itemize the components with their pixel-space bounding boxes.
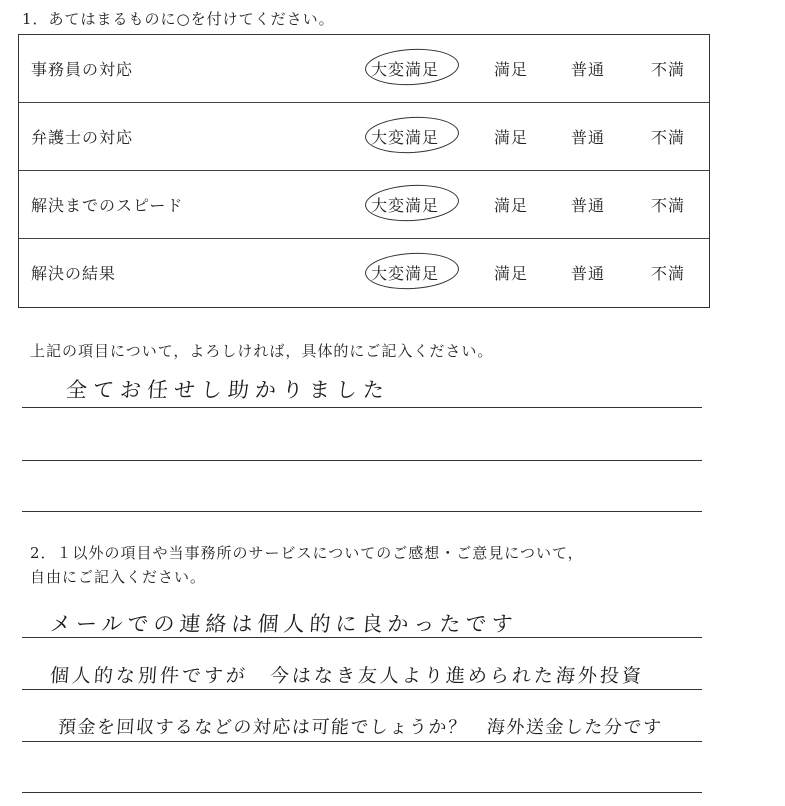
option-neutral[interactable]: 普通 [571,264,606,283]
writing-line [22,792,702,793]
option-satisfied[interactable]: 満足 [494,196,529,215]
handwritten-answer-line[interactable]: メールでの連絡は個人的に良かったです [49,612,519,636]
option-very-satisfied[interactable]: 大変満足 [371,193,439,216]
row-label: 解決までのスピード [31,196,184,215]
handwritten-answer-line[interactable]: 個人的な別件ですが 今はなき友人より進められた海外投資 [49,665,645,687]
writing-line [22,511,702,512]
writing-line [22,689,702,690]
section2-heading-line1: 2．１以外の項目や当事務所のサービスについてのご感想・ご意見について， [30,544,584,562]
row-label: 解決の結果 [31,264,117,283]
writing-line [22,637,702,638]
option-very-satisfied[interactable]: 大変満足 [371,57,439,80]
option-neutral[interactable]: 普通 [571,128,606,147]
row-label: 事務員の対応 [31,60,134,79]
option-satisfied[interactable]: 満足 [494,128,529,147]
option-satisfied[interactable]: 満足 [494,60,529,79]
option-dissatisfied[interactable]: 不満 [651,60,686,79]
selection-circle [364,183,460,224]
option-dissatisfied[interactable]: 不満 [651,196,686,215]
satisfaction-table [18,34,710,308]
option-dissatisfied[interactable]: 不満 [651,128,686,147]
writing-line [22,407,702,408]
section1-heading: 1．あてはまるものに○を付けてください。 [22,10,335,28]
selection-circle [364,251,460,292]
option-neutral[interactable]: 普通 [571,60,606,79]
handwritten-answer-line[interactable]: 預金を回収するなどの対応は可能でしょうか？ 海外送金した分です [57,717,664,738]
writing-line [22,460,702,461]
table-row [19,239,709,307]
option-neutral[interactable]: 普通 [571,196,606,215]
option-satisfied[interactable]: 満足 [494,264,529,283]
writing-line [22,741,702,742]
selection-circle [364,47,460,88]
table-row [19,35,709,103]
option-dissatisfied[interactable]: 不満 [651,264,686,283]
row-label: 弁護士の対応 [31,128,134,147]
table-row [19,171,709,239]
handwritten-comment-line[interactable]: 全てお任せし助かりました [65,378,391,402]
selection-circle [364,115,460,156]
option-very-satisfied[interactable]: 大変満足 [371,125,439,148]
comment-prompt: 上記の項目について，よろしければ，具体的にご記入ください。 [30,342,494,360]
table-row [19,103,709,171]
section2-heading-line2: 自由にご記入ください。 [30,568,207,586]
option-very-satisfied[interactable]: 大変満足 [371,261,439,284]
